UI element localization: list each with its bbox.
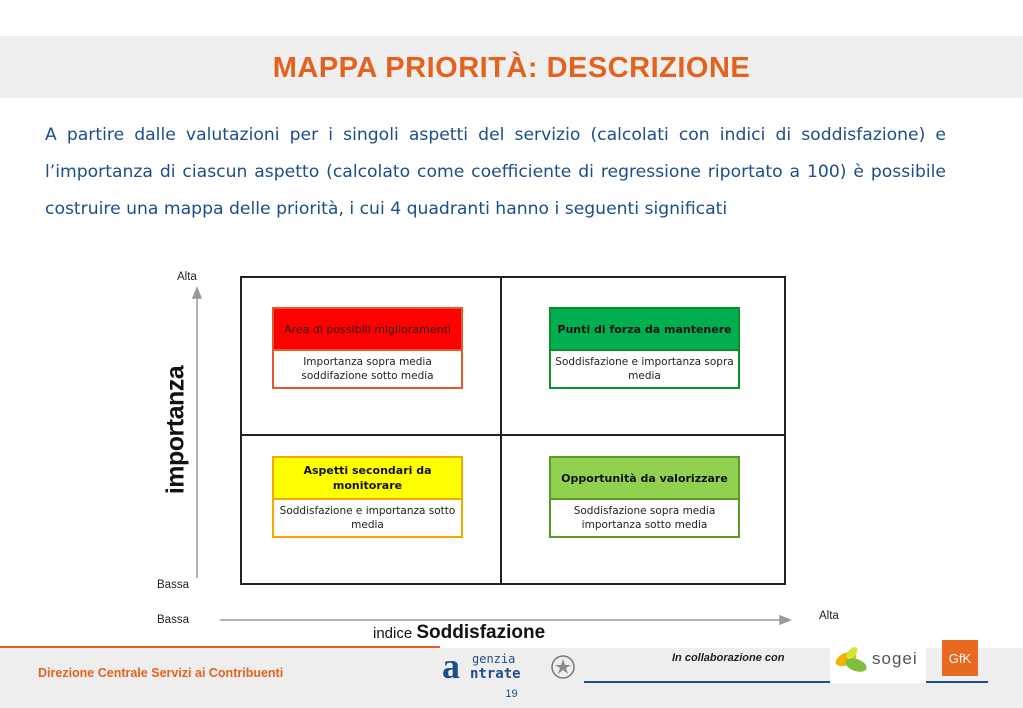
quadrant-title: Punti di forza da mantenere <box>551 309 738 349</box>
emblem-icon <box>550 654 576 680</box>
gfk-logo <box>942 640 978 676</box>
sogei-logo <box>830 639 926 683</box>
quadrant-secondary-aspects <box>272 456 463 538</box>
quadrant-improvement-area <box>272 307 463 389</box>
intro-paragraph: A partire dalle valutazioni per i singoli aspetti del servizio (calcolati con indici di soddisfazione) e l’importanza di ciascun aspetto (calcolato come coefficiente di regressione riportato a 100) è possibile costruire una mappa delle priorità, i cui 4 quadranti hanno i seguenti significati <box>45 125 946 219</box>
x-axis-title <box>373 622 545 644</box>
x-axis-low-label: Bassa <box>157 614 189 626</box>
quadrant-description: Importanza sopra media soddifazione sotto media <box>274 349 461 387</box>
quadrant-strengths <box>549 307 740 389</box>
y-axis-low-label: Bassa <box>157 579 189 591</box>
slide-title: MAPPA PRIORITÀ: DESCRIZIONE <box>272 52 751 84</box>
y-axis-high-label: Alta <box>177 271 197 283</box>
quadrant-description: Soddisfazione e importanza sopra media <box>551 349 738 387</box>
grid-horizontal-divider <box>242 434 784 436</box>
agenzia-entrate-logo <box>440 646 588 686</box>
agenzia-logo-word1: genzia <box>472 652 516 666</box>
quadrant-opportunities <box>549 456 740 538</box>
quadrant-title: Opportunità da valorizzare <box>551 458 738 498</box>
x-axis-title-prefix: indice <box>373 625 413 642</box>
page-number: 19 <box>505 688 518 700</box>
agenzia-logo-mark: a <box>442 646 460 686</box>
sogei-logo-text: sogei <box>872 649 918 668</box>
quadrant-title: Area di possibili miglioramenti <box>274 309 461 349</box>
quadrant-description: Soddisfazione sopra media importanza sotto media <box>551 498 738 536</box>
collaboration-line <box>584 681 988 683</box>
agenzia-logo-word2: ntrate <box>470 666 521 682</box>
gfk-logo-text: GfK <box>948 650 972 666</box>
quadrant-description: Soddisfazione e importanza sotto media <box>274 498 461 536</box>
footer-organization: Direzione Centrale Servizi ai Contribuenti <box>38 666 284 680</box>
x-axis-high-label: Alta <box>819 610 839 622</box>
collaboration-label: In collaborazione con <box>672 652 785 664</box>
sogei-leaf-icon <box>832 643 872 679</box>
grid-vertical-divider <box>500 278 502 583</box>
y-axis-title: importanza <box>161 365 190 495</box>
y-axis-arrow <box>193 288 201 578</box>
x-axis-title-main: Soddisfazione <box>416 622 546 643</box>
quadrant-title: Aspetti secondari da monitorare <box>274 458 461 498</box>
